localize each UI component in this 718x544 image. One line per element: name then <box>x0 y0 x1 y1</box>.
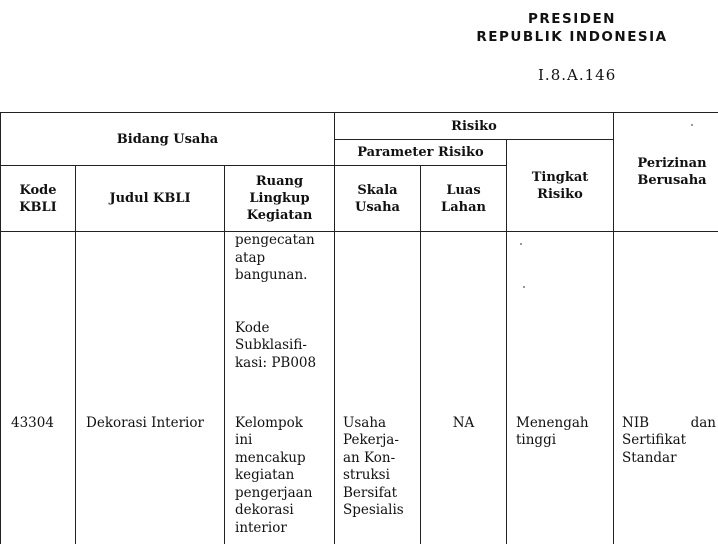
table-row-continued <box>1 232 718 409</box>
header-luas-lahan: Luas Lahan <box>421 166 507 232</box>
scan-dot <box>523 286 525 288</box>
cell-kode-empty <box>1 232 76 409</box>
header-republic: REPUBLIK INDONESIA <box>472 28 672 46</box>
header-judul-kbli: Judul KBLI <box>76 166 225 232</box>
header-skala-usaha: Skala Usaha <box>335 166 421 232</box>
header-president: PRESIDEN <box>472 10 672 28</box>
header-parameter-risiko: Parameter Risiko <box>335 140 507 166</box>
cell-tingkat-risiko: Menengah tinggi <box>507 409 614 544</box>
cell-skala-empty <box>335 232 421 409</box>
cell-skala-usaha: Usaha Pekerja- an Kon- struksi Bersifat Spesialis <box>335 409 421 544</box>
header-bidang-usaha: Bidang Usaha <box>1 113 335 166</box>
header-perizinan: Perizinan Berusaha <box>614 113 718 232</box>
cell-ruang-lingkup: Kelompok ini mencakup kegiatan pengerjaan dekorasi interior <box>225 409 335 544</box>
cell-judul-empty <box>76 232 225 409</box>
table-row <box>1 409 718 544</box>
cell-luas-lahan: NA <box>421 409 507 544</box>
cell-tingkat-empty <box>507 232 614 409</box>
cell-kode-kbli: 43304 <box>1 409 76 544</box>
scan-dot <box>691 124 693 126</box>
cell-perizinan: NIB dan Sertifikat Standar <box>614 409 718 544</box>
cell-judul-kbli: Dekorasi Interior <box>76 409 225 544</box>
header-kode-kbli: Kode KBLI <box>1 166 76 232</box>
cell-ruang-lingkup-continued: pengecatan atap bangunan. Kode Subklasifi- kasi: PB008 <box>225 232 335 409</box>
page-code: I.8.A.146 <box>538 66 616 84</box>
header-tingkat-risiko: Tingkat Risiko <box>507 140 614 232</box>
header-ruang-lingkup: Ruang Lingkup Kegiatan <box>225 166 335 232</box>
kbli-table <box>0 112 718 544</box>
cell-luas-empty <box>421 232 507 409</box>
cell-perizinan-empty <box>614 232 718 409</box>
perizinan-line-1: NIB dan <box>622 415 716 433</box>
header-risiko: Risiko <box>335 113 614 140</box>
scan-dot <box>520 243 522 245</box>
